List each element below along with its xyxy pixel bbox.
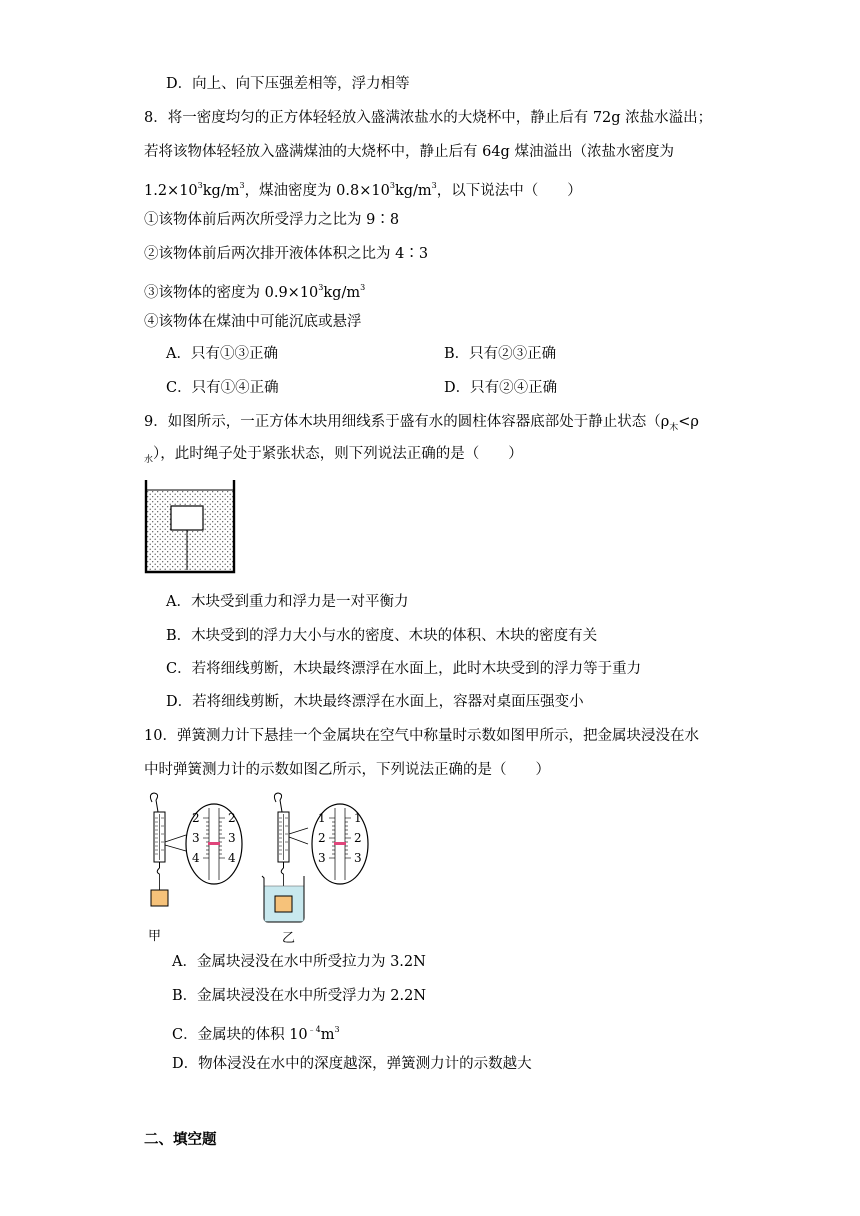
q10-option-d: D．物体浸没在水中的深度越深，弹簧测力计的示数越大 — [172, 1056, 532, 1072]
scale-jia-label-right-4: 4 — [228, 851, 236, 865]
q8-statement-3: ③该物体的密度为 $0.9\times 10^3kg/m^3$ — [144, 283, 366, 301]
q9-option-d: D．若将细线剪断，木块最终漂浮在水面上，容器对桌面压强变小 — [166, 694, 584, 710]
q9-option-a: A．木块受到重力和浮力是一对平衡力 — [166, 594, 409, 610]
q8-option-b: B．只有②③正确 — [444, 346, 557, 362]
scale-jia-label-right-2: 2 — [228, 811, 236, 825]
q9-stem-line1: 9．如图所示，一正方体木块用细线系于盛有水的圆柱体容器底部处于静止状态（$\rho_木<\rho$ — [144, 414, 699, 433]
q10-option-c: C．金属块的体积 $10^{﹣4}m^3$ — [172, 1025, 340, 1043]
scale-yi-label-left-2: 2 — [318, 831, 326, 845]
q7-option-d: D．向上、向下压强差相等，浮力相等 — [166, 76, 410, 92]
q9-container-figure — [144, 478, 236, 574]
figure-label-yi: 乙 — [282, 931, 296, 946]
q8-option-d: D．只有②④正确 — [444, 380, 558, 396]
q8-statement-2: ②该物体前后两次排开液体体积之比为 4∶3 — [144, 246, 429, 262]
q8-stem-line1: 8．将一密度均匀的正方体轻轻放入盛满浓盐水的大烧杯中，静止后有 72g 浓盐水溢出； — [144, 110, 713, 126]
q10-stem-line2: 中时弹簧测力计的示数如图乙所示，下列说法正确的是（ ） — [144, 762, 550, 778]
figure-label-jia: 甲 — [148, 929, 162, 944]
spring-scale-figure-jia — [144, 792, 244, 912]
scale-jia-label-left-2: 2 — [192, 811, 200, 825]
q8-statement-1: ①该物体前后两次所受浮力之比为 9∶8 — [144, 212, 400, 228]
q9-option-b: B．木块受到的浮力大小与水的密度、木块的体积、木块的密度有关 — [166, 628, 598, 644]
q8-statement-4: ④该物体在煤油中可能沉底或悬浮 — [144, 314, 362, 330]
q8-option-c: C．只有①④正确 — [166, 380, 279, 396]
section-title-fill-in: 二、填空题 — [144, 1132, 217, 1148]
scale-yi-label-left-1: 1 — [318, 811, 326, 825]
scale-yi-label-right-3: 3 — [354, 851, 362, 865]
scale-jia-label-right-3: 3 — [228, 831, 236, 845]
q9-stem-line2: $_水$），此时绳子处于紧张状态，则下列说法正确的是（ ） — [144, 446, 523, 465]
q10-option-a: A．金属块浸没在水中所受拉力为 3.2N — [172, 954, 426, 970]
scale-jia-label-left-4: 4 — [192, 851, 200, 865]
q8-option-a: A．只有①③正确 — [166, 346, 278, 362]
spring-scale-figure-yi — [258, 792, 372, 926]
q8-stem-line2: 若将该物体轻轻放入盛满煤油的大烧杯中，静止后有 64g 煤油溢出（浓盐水密度为 — [144, 144, 674, 160]
scale-yi-label-right-1: 1 — [354, 811, 362, 825]
q8-stem-line3: $1.2\times 10^3kg/m^3$，煤油密度为 $0.8\times 10^3kg/m^3$，以下说法中（ ） — [144, 181, 582, 199]
scale-yi-label-left-3: 3 — [318, 851, 326, 865]
q9-option-c: C．若将细线剪断，木块最终漂浮在水面上，此时木块受到的浮力等于重力 — [166, 661, 642, 677]
q10-option-b: B．金属块浸没在水中所受浮力为 2.2N — [172, 988, 427, 1004]
q10-stem-line1: 10．弹簧测力计下悬挂一个金属块在空气中称量时示数如图甲所示，把金属块浸没在水 — [144, 728, 699, 744]
scale-jia-label-left-3: 3 — [192, 831, 200, 845]
scale-yi-label-right-2: 2 — [354, 831, 362, 845]
